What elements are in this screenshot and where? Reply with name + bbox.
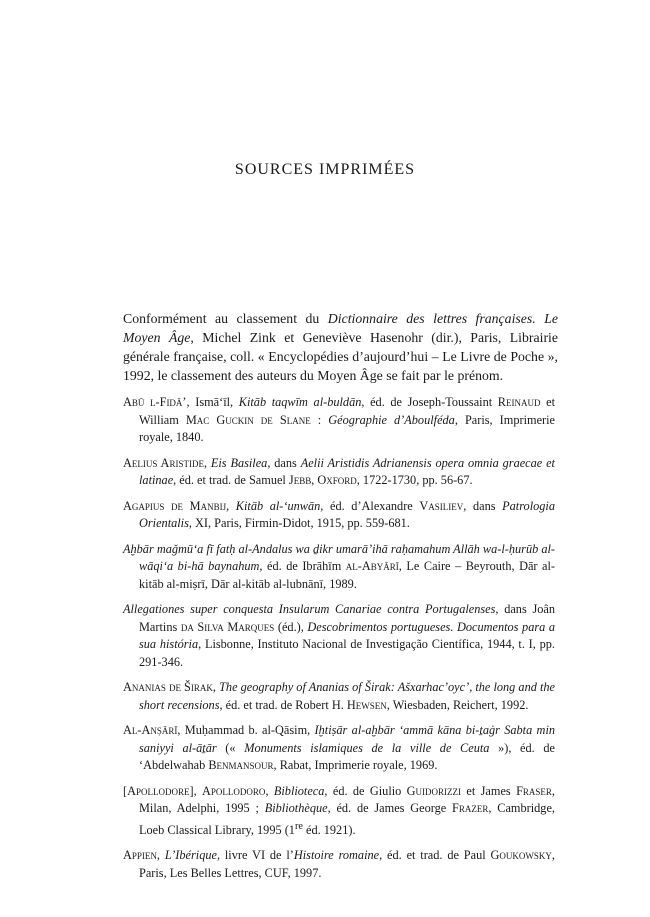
intro-paragraph: Conformément au classement du Dictionnaire des lettres françaises. Le Moyen Âge, Michel Zink et Geneviève Hasenohr (dir.), Paris, Librairie générale française, coll. « Encyclopédies d’aujourd’hui – Le Livre de Poche », 1992, le classement des auteurs du Moyen Âge se fait par le prénom. <box>123 311 559 383</box>
bibliography-entry: Aḫbār maǧmū‘a fī fatḥ al-Andalus wa ḏikr umarā’ihā raḥamahum Allāh wa-l-ḥurūb al-wāqi‘a bi-hā baynahum, éd. de Ibrāhīm al-Abyārī, Le Caire – Beyrouth, Dār al-kitāb al-miṣrī, Dār al-kitāb al-lubnānī, 1989. <box>123 541 555 591</box>
bibliography-list <box>123 394 555 890</box>
bibliography-entry: Aelius Aristide, Eis Basilea, dans Aelii Aristidis Adrianensis opera omnia graecae et latinae, éd. et trad. de Samuel Jebb, Oxford, 1722-1730, pp. 56-67. <box>123 455 555 487</box>
bibliography-entry: Abū l-Fidā’, Ismā‘īl, Kitāb taqwīm al-buldān, éd. de Joseph-Toussaint Reinaud et William Mac Guckin de Slane : Géographie d’Aboulféda, Paris, Imprimerie royale, 1840. <box>123 395 556 444</box>
page-title: SOURCES IMPRIMÉES <box>234 161 416 178</box>
bibliography-entry: Allegationes super conquesta Insularum Canariae contra Portugalenses, dans Joân Martins da Silva Marques (éd.), Descobrimentos portugueses. Documentos para a sua história, Lisbonne, Instituto Nacional de Investigação Científica, 1944, t. I, pp. 291-346. <box>123 602 556 669</box>
bibliography-entry: Al-Anṣārī, Muḥammad b. al-Qāsim, Iḫtiṣār al-aḫbār ‘ammā kāna bi-ṯaġr Sabta min saniyyi al-āṯār (« Monuments islamiques de la ville de Ceuta »), éd. de ‘Abdelwahab Benmansour, Rabat, Imprimerie royale, 1969. <box>123 723 556 772</box>
bibliography-entry: Appien, L’Ibérique, livre VI de l’Histoire romaine, éd. et trad. de Paul Goukowsky, Paris, Les Belles Lettres, CUF, 1997. <box>123 848 555 880</box>
bibliography-entry: Agapius de Manbij, Kitāb al-‘unwān, éd. d’Alexandre Vasiliev, dans Patrologia Orientalis, XI, Paris, Firmin-Didot, 1915, pp. 559-681. <box>123 498 555 530</box>
bibliography-entry: Ananias de Širak, The geography of Ananias of Širak: Ašxarhac’oyc’, the long and the short recensions, éd. et trad. de Robert H. Hewsen, Wiesbaden, Reichert, 1992. <box>123 680 555 712</box>
bibliography-entry: [Apollodore], Apollodoro, Biblioteca, éd. de Giulio Guidorizzi et James Fraser, Milan, Adelphi, 1995 ; Bibliothèque, éd. de James George Frazer, Cambridge, Loeb Classical Library, 1995 (1re éd. 1921). <box>123 783 555 837</box>
